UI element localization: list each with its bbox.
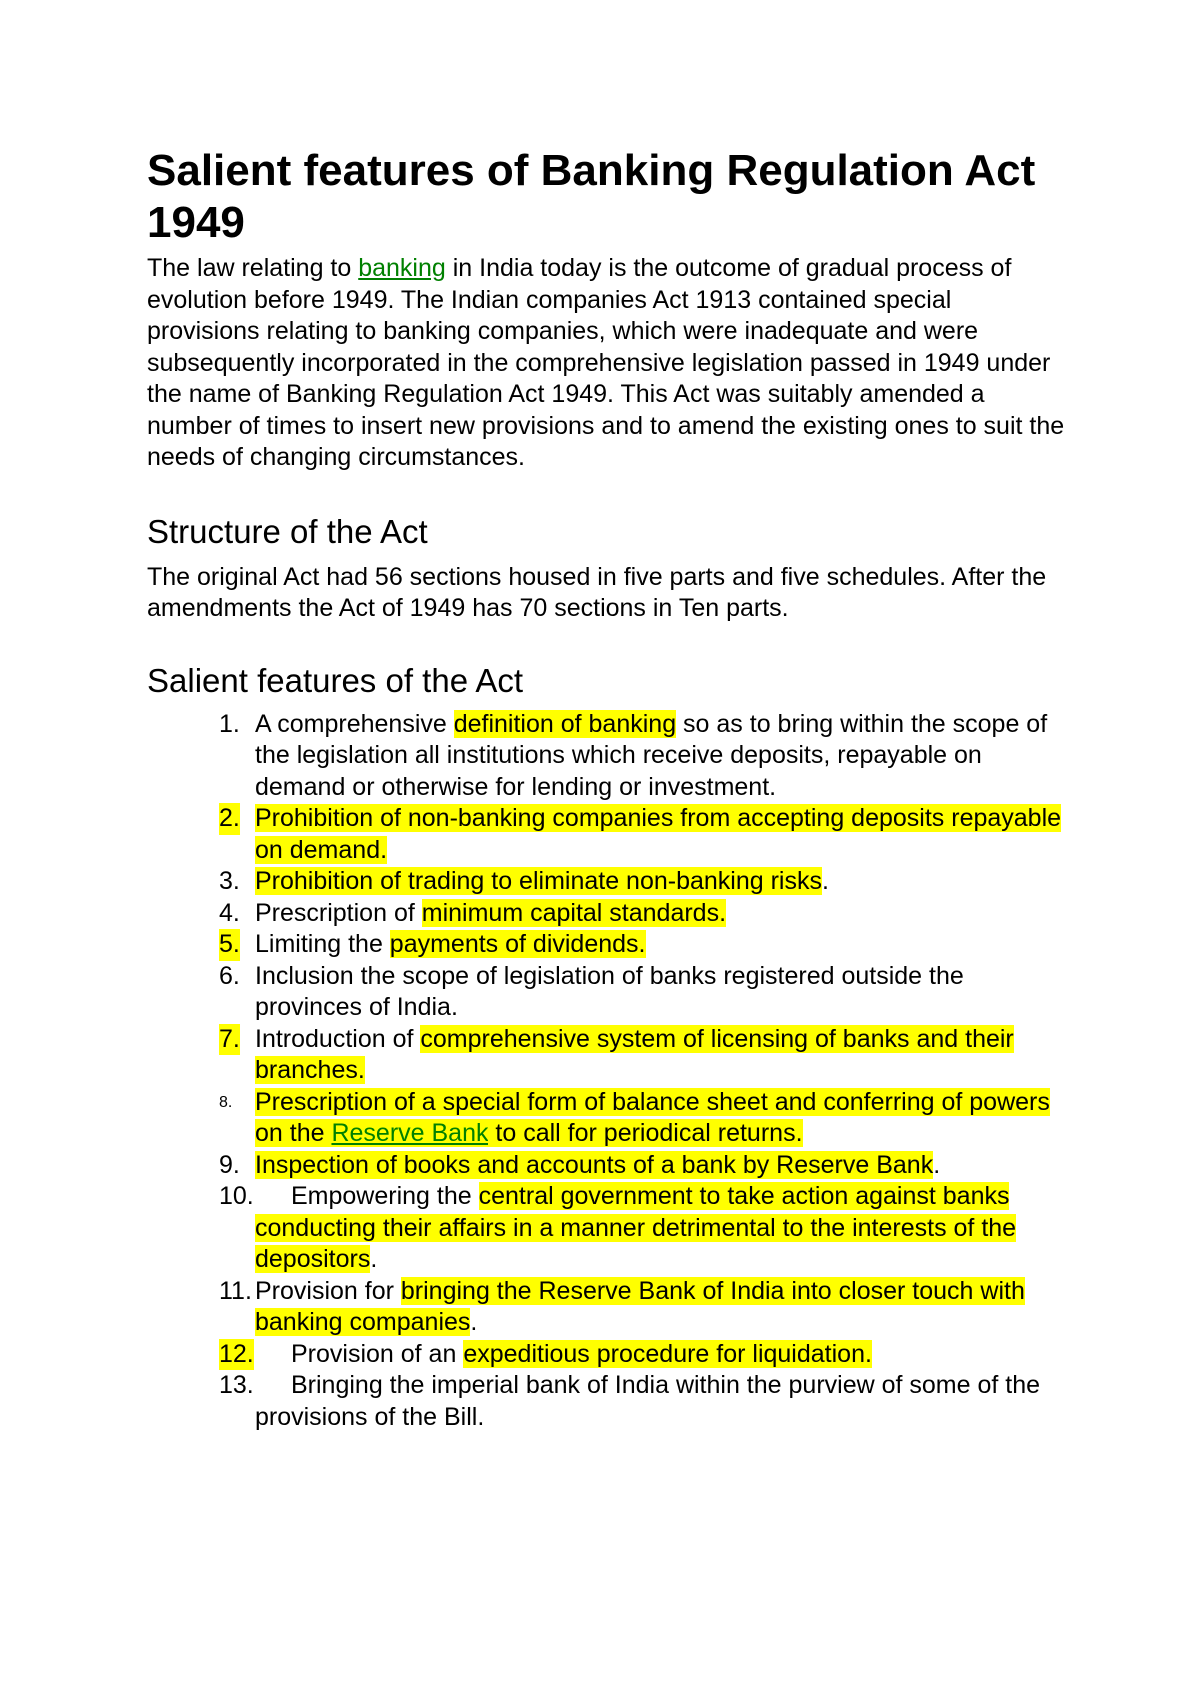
list-number: 10.: [219, 1182, 254, 1210]
item-text: Inclusion the scope of legislation of banks registered outside the provinces of India.: [255, 961, 964, 1021]
reserve-bank-link[interactable]: Reserve Bank: [331, 1119, 489, 1147]
item-text-end: .: [470, 1308, 478, 1336]
list-number: 12.: [219, 1339, 254, 1371]
item-text: Provision for: [255, 1276, 401, 1305]
intro-paragraph: [147, 253, 1067, 474]
list-item: [147, 1370, 1067, 1433]
banking-link[interactable]: banking: [358, 254, 446, 282]
item-text: Introduction of: [255, 1024, 421, 1053]
item-highlight: expeditious procedure for liquidation.: [463, 1339, 872, 1368]
list-item: [147, 1150, 1067, 1182]
list-item: [147, 1276, 1067, 1339]
list-item: [147, 709, 1067, 804]
item-highlight: minimum capital standards.: [421, 898, 727, 927]
item-text-end: .: [933, 1150, 941, 1179]
item-highlight: Prohibition of trading to eliminate non-banking risks: [255, 867, 822, 895]
item-highlight: central government to take action against banks conducting their affairs in a manner detrimental to the interests of the depositors: [255, 1182, 1017, 1273]
list-item: [147, 961, 1067, 1024]
item-highlight: Inspection of books and accounts of a bank by Reserve Bank: [255, 1150, 934, 1179]
document-page: [147, 145, 1067, 1433]
structure-paragraph: The original Act had 56 sections housed in five parts and five schedules. After the amendments the Act of 1949 has 70 sections in Ten parts.: [147, 562, 1047, 622]
list-item: [147, 1181, 1067, 1276]
list-item: [147, 1087, 1067, 1150]
item-text: A comprehensive: [255, 709, 454, 738]
item-text-end: .: [821, 867, 829, 895]
item-highlight: bringing the Reserve Bank of India into closer touch with banking companies: [255, 1276, 1025, 1336]
item-highlight: Prohibition of non-banking companies from accepting deposits repayable on demand.: [255, 804, 1062, 864]
list-number: 3.: [219, 867, 240, 895]
page-title: Salient features of Banking Regulation Act 1949: [147, 146, 1036, 247]
list-number: 4.: [219, 898, 240, 927]
item-text: Provision of an: [291, 1339, 464, 1368]
list-number: 5.: [219, 929, 240, 961]
item-highlight: payments of dividends.: [389, 930, 646, 958]
list-item: [147, 1339, 1067, 1371]
list-number: 8.: [219, 1093, 233, 1111]
item-highlight: comprehensive system of licensing of banks and their branches.: [255, 1024, 1014, 1084]
item-text: Empowering the: [291, 1182, 479, 1210]
list-number: 11.: [219, 1276, 252, 1305]
intro-text-rest: in India today is the outcome of gradual process of evolution before 1949. The Indian companies Act 1913 contained special provisions relating to banking companies, which were inadequate and were subsequently incorporated in the comprehensive legislation passed in 1949 under the name of Banking Regulation Act 1949. This Act was suitably amended a number of times to insert new provisions and to amend the existing ones to suit the needs of changing circumstances.: [147, 254, 1065, 471]
features-heading: Salient features of the Act: [147, 661, 524, 699]
item-text: Bringing the imperial bank of India within the purview of some of the provisions of the Bill.: [255, 1371, 1041, 1431]
item-highlight: to call for periodical returns.: [488, 1119, 803, 1147]
list-item: [147, 803, 1067, 866]
intro-text-start: The law relating to: [147, 254, 359, 282]
list-number: 6.: [219, 961, 240, 990]
item-text: Prescription of: [255, 898, 422, 927]
list-item: [147, 929, 1067, 961]
list-item: [147, 866, 1067, 898]
list-number: 7.: [219, 1024, 240, 1056]
item-text: Limiting the: [255, 930, 390, 958]
item-highlight: definition of banking: [453, 709, 677, 738]
features-list: [147, 709, 1067, 1434]
structure-heading: Structure of the Act: [147, 512, 428, 550]
item-text-end: .: [370, 1245, 378, 1273]
list-item: [147, 898, 1067, 930]
list-number: 13.: [219, 1371, 254, 1399]
list-item: [147, 1024, 1067, 1087]
item-highlight: Prescription of a special form of balance sheet and conferring of powers on the: [255, 1087, 1050, 1147]
item-text-end: so as to bring within the scope of the legislation all institutions which receive deposits, repayable on demand or otherwise for lending or investment.: [255, 709, 1048, 801]
list-number: 2.: [219, 803, 240, 835]
list-number: 1.: [219, 709, 240, 738]
list-number: 9.: [219, 1150, 240, 1179]
